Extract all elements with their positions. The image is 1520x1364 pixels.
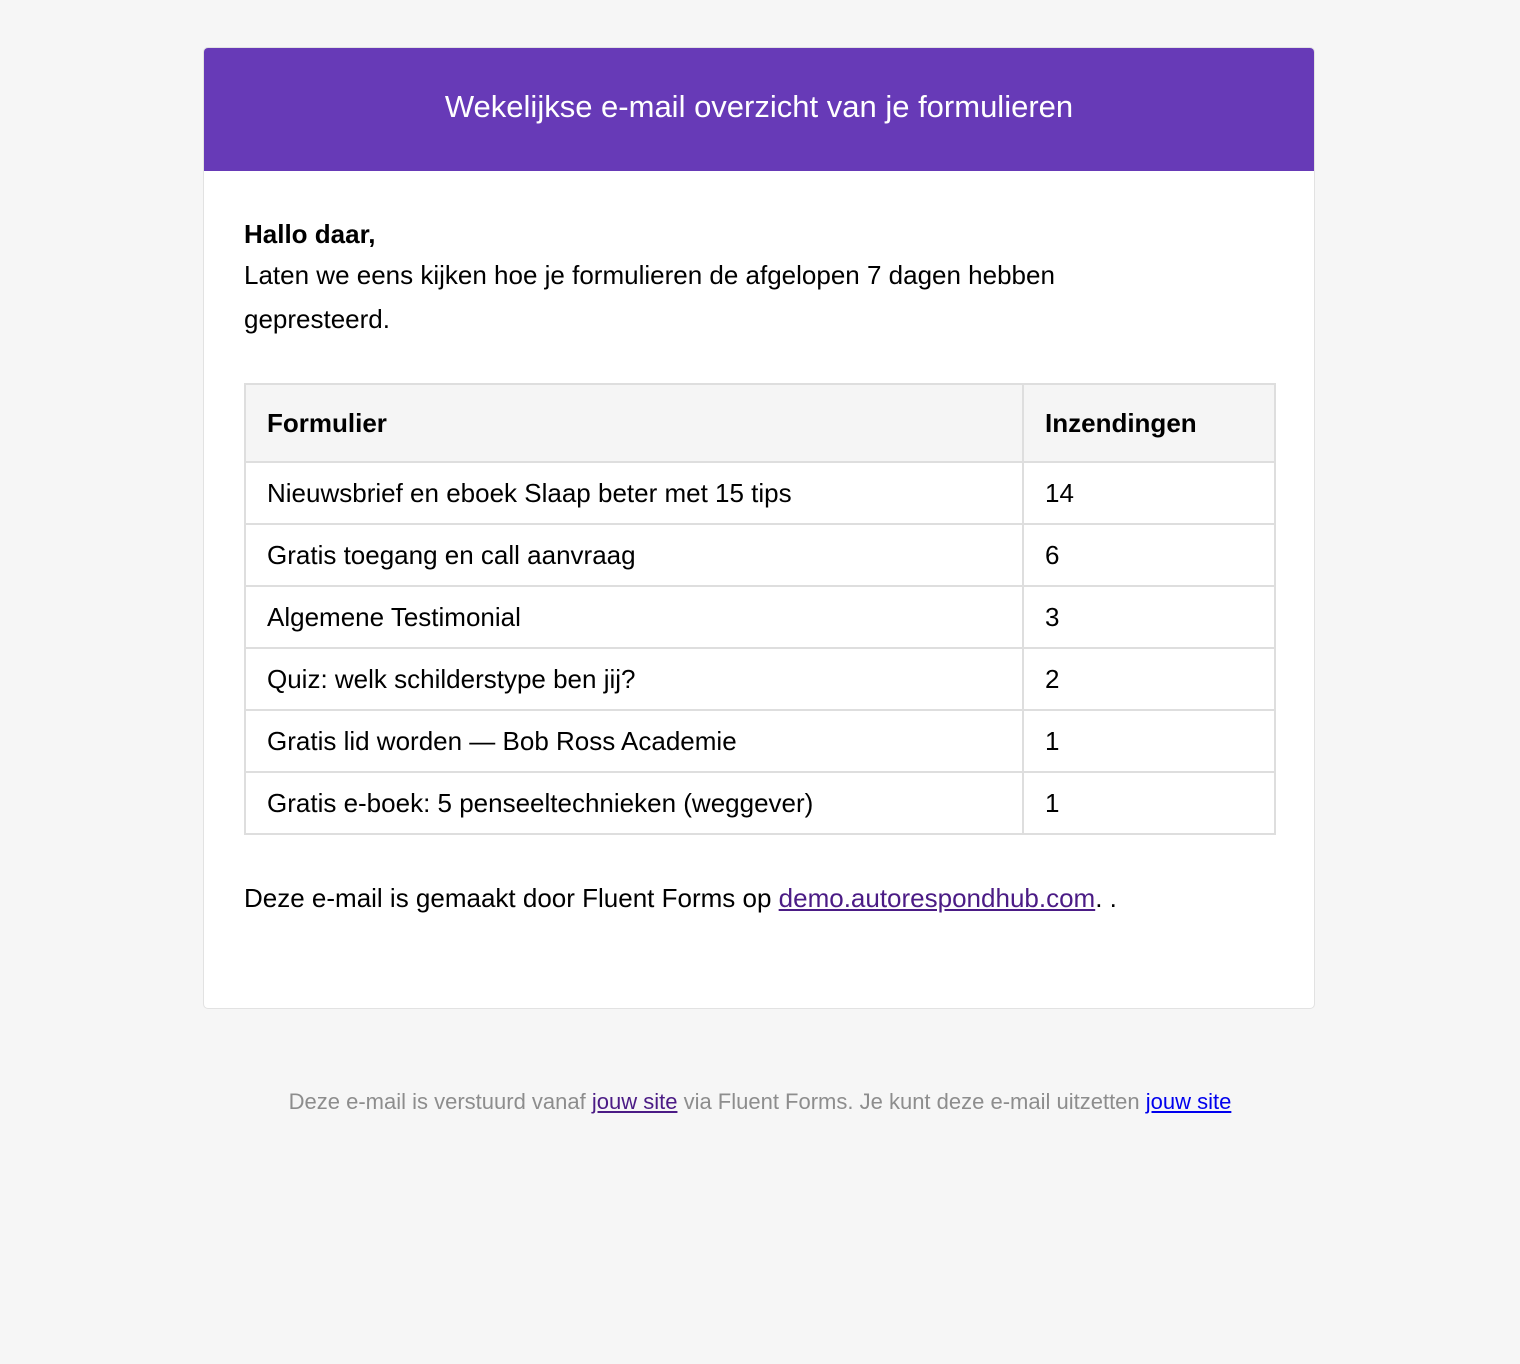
- email-card: [203, 47, 1315, 1009]
- site-domain-link[interactable]: demo.autorespondhub.com: [778, 883, 1096, 913]
- column-header-submissions: Inzendingen: [1023, 384, 1275, 462]
- table-row: [245, 524, 1275, 586]
- form-name-cell: Quiz: welk schilderstype ben jij?: [245, 648, 1023, 710]
- table-row: [245, 772, 1275, 834]
- unsubscribe-link[interactable]: jouw site: [1145, 1089, 1232, 1114]
- submission-count-cell: 1: [1023, 710, 1275, 772]
- submission-count-cell: 3: [1023, 586, 1275, 648]
- forms-summary-table: [244, 383, 1276, 835]
- email-body: [204, 171, 1314, 915]
- footer-middle: via Fluent Forms. Je kunt deze e-mail uitzetten: [677, 1089, 1146, 1114]
- submission-count-cell: 1: [1023, 772, 1275, 834]
- form-name-cell: Algemene Testimonial: [245, 586, 1023, 648]
- table-row: [245, 462, 1275, 524]
- submission-count-cell: 6: [1023, 524, 1275, 586]
- form-name-cell: Gratis e-boek: 5 penseeltechnieken (weggever): [245, 772, 1023, 834]
- your-site-link[interactable]: jouw site: [591, 1089, 678, 1114]
- footer-prefix: Deze e-mail is verstuurd vanaf: [288, 1089, 592, 1114]
- email-footer: [260, 1080, 1260, 1124]
- greeting: Hallo daar,: [244, 219, 376, 249]
- submission-count-cell: 14: [1023, 462, 1275, 524]
- made-by-line: [244, 881, 1274, 915]
- form-name-cell: Gratis lid worden — Bob Ross Academie: [245, 710, 1023, 772]
- form-name-cell: Nieuwsbrief en eboek Slaap beter met 15 tips: [245, 462, 1023, 524]
- table-row: [245, 710, 1275, 772]
- column-header-form: Formulier: [245, 384, 1023, 462]
- form-name-cell: Gratis toegang en call aanvraag: [245, 524, 1023, 586]
- table-row: [245, 648, 1275, 710]
- table-header-row: [245, 384, 1275, 462]
- made-by-prefix: Deze e-mail is gemaakt door Fluent Forms op: [244, 883, 779, 913]
- submission-count-cell: 2: [1023, 648, 1275, 710]
- email-header-title: Wekelijkse e-mail overzicht van je formulieren: [203, 47, 1315, 171]
- intro-text: Laten we eens kijken hoe je formulieren de afgelopen 7 dagen hebben gepresteerd.: [244, 260, 1055, 334]
- table-row: [245, 586, 1275, 648]
- made-by-suffix: . .: [1095, 883, 1117, 913]
